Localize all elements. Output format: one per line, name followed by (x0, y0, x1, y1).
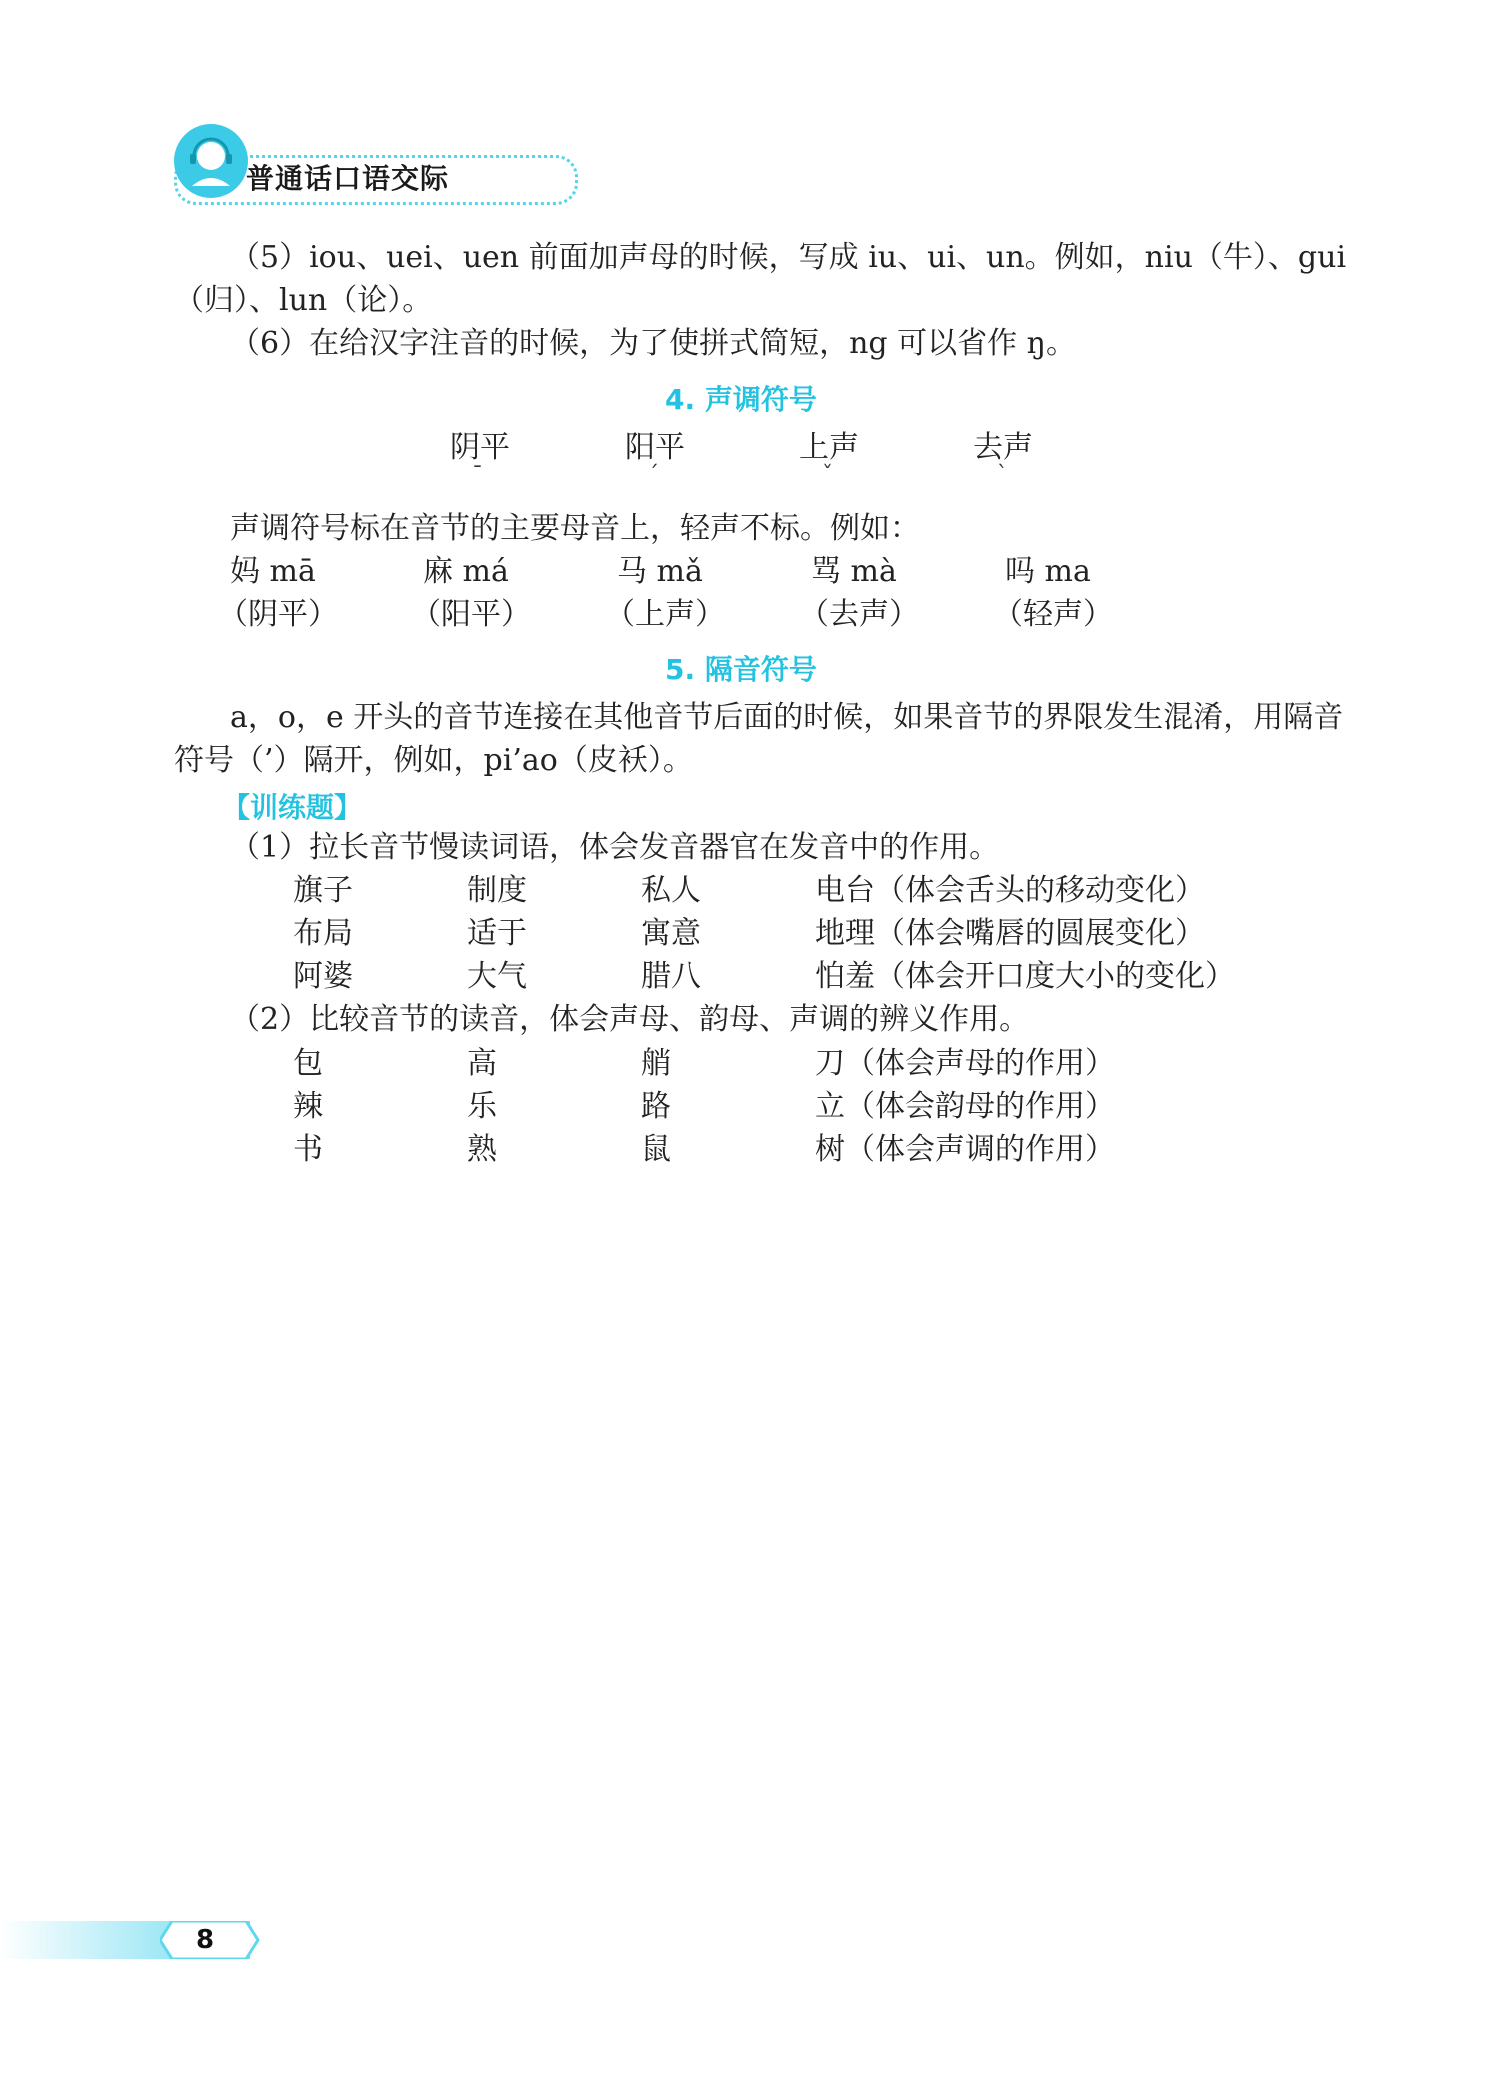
q2-word: 立（体会韵母的作用） (815, 1089, 1115, 1124)
example-tone: （去声） (799, 597, 919, 632)
q1-word: 寓意 (641, 916, 701, 951)
q1-word: 电台（体会舌头的移动变化） (815, 873, 1205, 908)
tone-name-yangping: 阳平 (625, 430, 685, 465)
rule-5-line-2: （归）、lun（论）。 (174, 283, 433, 318)
q1-word: 布局 (293, 916, 353, 951)
q1-word: 地理（体会嘴唇的圆展变化） (815, 916, 1205, 951)
example-word: 骂 mà (811, 554, 897, 589)
headset-person-icon (174, 124, 248, 198)
tone-name-yinping: 阴平 (450, 430, 510, 465)
example-tone: （阳平） (411, 597, 531, 632)
tone-name-qusheng: 去声 (973, 430, 1033, 465)
q1-word: 大气 (467, 959, 527, 994)
rule-5-line-1: （5）iou、uei、uen 前面加声母的时候，写成 iu、ui、un。例如，niu（牛）、gui (230, 240, 1347, 275)
section-5-line-2: 符号（’）隔开，例如，pi’ao（皮袄）。 (174, 743, 693, 778)
q2-word: 高 (467, 1046, 497, 1081)
example-word: 麻 má (423, 554, 509, 589)
q1-word: 旗子 (293, 873, 353, 908)
tone-mark-yangping: ˊ (648, 463, 659, 488)
page-number: 8 (195, 1925, 215, 1955)
example-word: 马 mǎ (617, 554, 703, 589)
q1-word: 阿婆 (293, 959, 353, 994)
q2-word: 刀（体会声母的作用） (815, 1046, 1115, 1081)
question-2-prompt: （2）比较音节的读音，体会声母、韵母、声调的辨义作用。 (230, 1002, 1030, 1037)
section-5-heading: 5. 隔音符号 (665, 653, 817, 686)
example-word: 吗 ma (1005, 554, 1091, 589)
q2-word: 熟 (467, 1132, 497, 1167)
q2-word: 鼠 (641, 1132, 671, 1167)
question-1-prompt: （1）拉长音节慢读词语，体会发音器官在发音中的作用。 (230, 830, 1000, 865)
section-5-line-1: a，o，e 开头的音节连接在其他音节后面的时候，如果音节的界限发生混淆，用隔音 (230, 700, 1344, 735)
q2-word: 辣 (293, 1089, 323, 1124)
example-tone: （轻声） (993, 597, 1113, 632)
q1-word: 怕羞（体会开口度大小的变化） (815, 959, 1235, 994)
q1-word: 私人 (641, 873, 701, 908)
tone-note: 声调符号标在音节的主要母音上，轻声不标。例如： (230, 511, 920, 546)
q2-word: 艄 (641, 1046, 671, 1081)
q2-word: 书 (293, 1132, 323, 1167)
example-tone: （上声） (605, 597, 725, 632)
example-tone: （阴平） (218, 597, 338, 632)
tone-name-shangsheng: 上声 (799, 430, 859, 465)
practice-tag: 【训练题】 (222, 791, 363, 824)
q2-word: 包 (293, 1046, 323, 1081)
example-word: 妈 mā (230, 554, 316, 589)
section-4-heading: 4. 声调符号 (665, 383, 817, 416)
tone-mark-shangsheng: ˇ (822, 463, 833, 488)
q2-word: 乐 (467, 1089, 497, 1124)
q1-word: 腊八 (641, 959, 701, 994)
q1-word: 制度 (467, 873, 527, 908)
header-title: 普通话口语交际 (246, 162, 450, 195)
q2-word: 树（体会声调的作用） (815, 1132, 1115, 1167)
q2-word: 路 (641, 1089, 671, 1124)
rule-6: （6）在给汉字注音的时候，为了使拼式简短，ng 可以省作 ŋ。 (230, 326, 1077, 361)
q1-word: 适于 (467, 916, 527, 951)
tone-mark-qusheng: ˋ (997, 463, 1008, 488)
tone-mark-yinping: ˉ (472, 463, 483, 488)
